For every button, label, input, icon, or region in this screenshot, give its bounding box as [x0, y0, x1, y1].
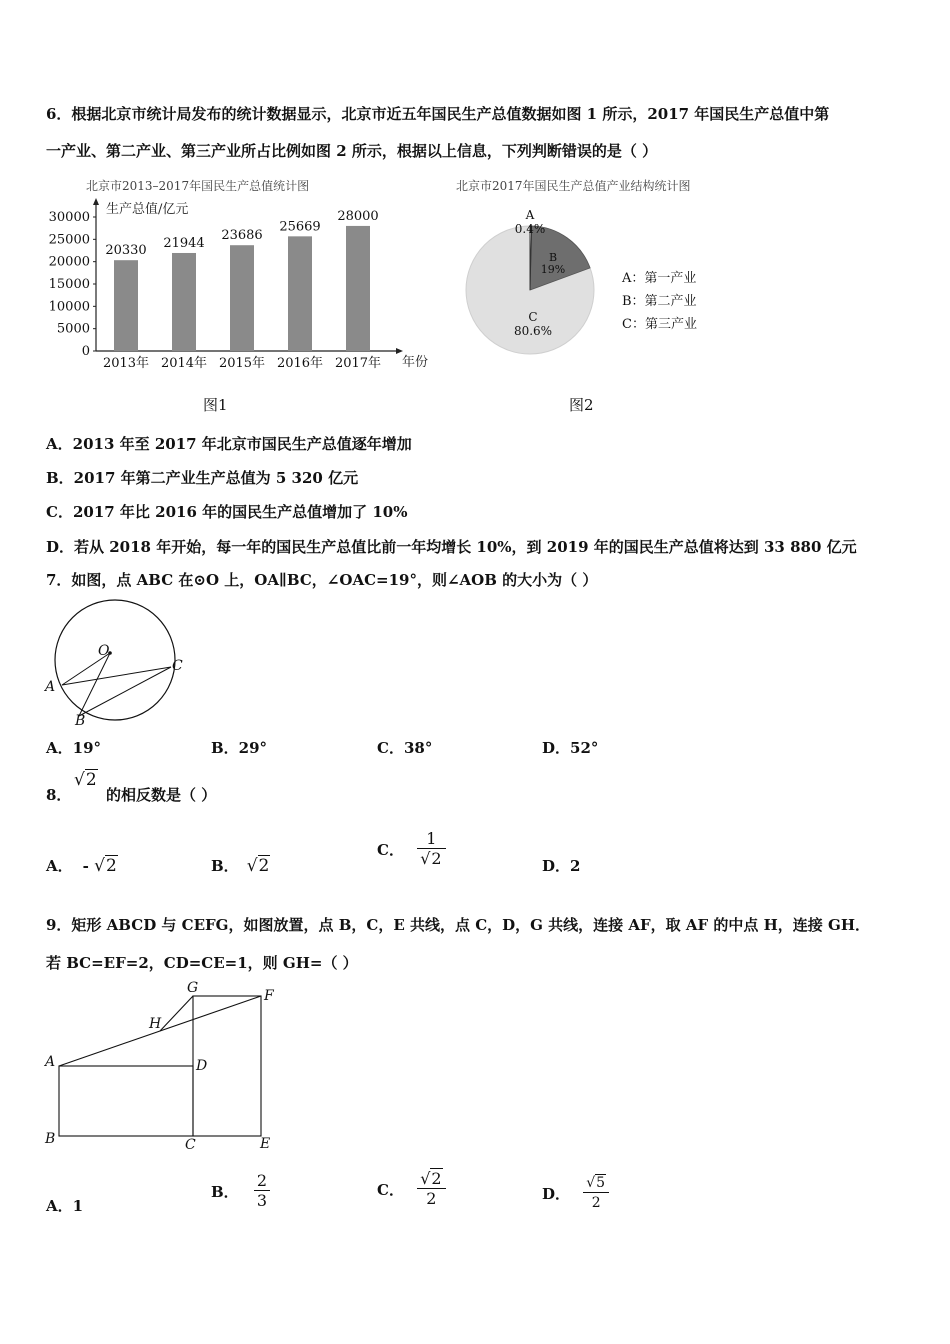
q9-option-b-numerator: 2 — [256, 1171, 268, 1190]
bar-chart-ytick-label: 0 — [81, 344, 90, 359]
bar-chart-y-arrow — [93, 198, 99, 205]
bar-chart-category-label: 2015年 — [218, 356, 266, 371]
q8-option-c: C． $\frac{1}{√2}$ — [377, 830, 446, 869]
q8-option-a-radicand: 2 — [105, 856, 117, 876]
q9-label-g: G — [187, 980, 199, 996]
q9-rect-abcd — [59, 1066, 193, 1136]
q8-sqrt2-radicand: 2 — [85, 770, 97, 790]
bar-chart-title: 北京市2013–2017年国民生产总值统计图 — [86, 179, 310, 193]
bar-chart-bar — [172, 253, 196, 351]
q9-rectangles-figure — [42, 978, 287, 1156]
pie-chart-title: 北京市2017年国民生产总值产业结构统计图 — [456, 179, 691, 193]
q8-option-a-label: A． — [46, 857, 73, 875]
q9-option-c: C． $\frac{√2}{2}$ — [377, 1170, 446, 1209]
q7-option-c: C．38° — [377, 739, 433, 757]
q9-option-b-label: B． — [211, 1183, 239, 1201]
bar-chart-bar — [114, 260, 138, 351]
q9-label-e: E — [260, 1136, 271, 1152]
q6-option-d: D．若从 2018 年开始，每一年的国民生产总值比前一年均增长 10%，到 2019 年的国民生产总值将达到 33 880 亿元 — [46, 538, 857, 556]
q8-option-a-minus: - — [82, 857, 89, 875]
pie-pct-c: 80.6% — [513, 324, 553, 338]
q9-label-a: A — [45, 1054, 56, 1070]
q6-option-b: B．2017 年第二产业生产总值为 5 320 亿元 — [46, 469, 359, 487]
q8-number: 8． — [46, 786, 72, 804]
pie-pct-b: 19% — [540, 263, 566, 276]
q8-option-c-radicand: 2 — [431, 849, 442, 868]
q6-option-c: C．2017 年比 2016 年的国民生产总值增加了 10% — [46, 503, 408, 521]
bar-chart-value-label: 20330 — [105, 243, 147, 259]
q9-option-c-denominator: 2 — [417, 1188, 445, 1209]
q8-option-b-radicand: 2 — [258, 856, 270, 876]
bar-chart-x-arrow — [396, 348, 403, 354]
q8-option-a: A． - √2 — [46, 856, 117, 876]
q7-label-a: A — [45, 679, 56, 695]
q7-label-c: C — [172, 658, 183, 674]
fig2-caption: 图2 — [569, 396, 594, 414]
pie-label-c: C — [528, 310, 538, 324]
q9-label-f: F — [264, 988, 274, 1004]
fig1-caption: 图1 — [203, 396, 228, 414]
q9-option-d-radicand: 5 — [596, 1175, 606, 1191]
pie-legend-item: B：第二产业 — [622, 294, 697, 309]
q9-stem-line2: 若 BC=EF=2，CD=CE=1，则 GH=（ ） — [46, 954, 358, 972]
bar-chart-ytick-label: 5000 — [56, 321, 90, 337]
q7-option-a: A．19° — [46, 739, 102, 757]
bar-chart-category-label: 2017年 — [334, 356, 382, 371]
q7-stem: 7．如图，点 ABC 在⊙O 上，OA∥BC，∠OAC=19°，则∠AOB 的大小为（ ） — [46, 571, 598, 589]
q9-label-b: B — [45, 1131, 56, 1147]
q8-option-b: B． √2 — [211, 856, 270, 876]
q7-label-b: B — [75, 713, 86, 729]
bar-chart-value-label: 25669 — [279, 219, 321, 235]
q9-label-h: H — [149, 1016, 162, 1032]
q9-option-b-denominator: 3 — [254, 1190, 270, 1211]
q7-circle — [55, 600, 175, 720]
q6-stem-line1: 6．根据北京市统计局发布的统计数据显示，北京市近五年国民生产总值数据如图 1 所示，2017 年国民生产总值中第 — [46, 105, 830, 123]
bar-chart-ytick-label: 30000 — [48, 210, 90, 225]
bar-chart-bar — [230, 245, 254, 351]
q8-option-c-label: C． — [377, 841, 404, 859]
q9-option-d: D． $\frac{√5}{2}$ — [542, 1174, 609, 1213]
q7-label-o: O — [98, 643, 110, 659]
q9-option-c-radicand: 2 — [431, 1169, 442, 1188]
bar-chart-value-label: 23686 — [221, 228, 263, 244]
q8-option-b-label: B． — [211, 857, 239, 875]
q6-option-a: A．2013 年至 2017 年北京市国民生产总值逐年增加 — [46, 435, 412, 453]
q7-segment-ob — [79, 653, 110, 716]
q6-stem-line2: 一产业、第二产业、第三产业所占比例如图 2 所示，根据以上信息，下列判断错误的是（ ） — [46, 142, 658, 160]
bar-chart-ytick-label: 25000 — [48, 232, 90, 248]
bar-chart-category-label: 2014年 — [160, 356, 208, 371]
q8-sqrt2: √2 — [74, 770, 97, 790]
bar-chart-value-label: 21944 — [163, 235, 205, 251]
q9-label-c: C — [185, 1137, 196, 1153]
bar-chart-value-label: 28000 — [337, 208, 379, 224]
pie-label-b: B — [548, 251, 558, 264]
pie-legend-item: A：第一产业 — [622, 271, 697, 286]
q9-option-a: A．1 — [46, 1197, 84, 1215]
bar-chart-ytick-label: 20000 — [48, 254, 90, 270]
q9-option-b — [211, 1172, 270, 1211]
bar-chart-xlabel: 年份 — [402, 355, 429, 370]
pie-chart — [450, 175, 750, 375]
pie-label-a: A — [525, 208, 535, 222]
pie-pct-a: 0.4% — [514, 222, 546, 236]
q7-circle-figure — [42, 597, 190, 729]
bar-chart-category-label: 2013年 — [102, 356, 150, 371]
q9-stem-line1: 9．矩形 ABCD 与 CEFG，如图放置，点 B，C，E 共线，点 C，D，G 共线，连接 AF，取 AF 的中点 H，连接 GH． — [46, 916, 871, 934]
q9-option-d-label: D． — [542, 1185, 571, 1203]
q8-stem-text: 的相反数是（ ） — [106, 786, 217, 804]
bar-chart-bar — [288, 236, 312, 351]
q9-option-c-label: C． — [377, 1181, 404, 1199]
q7-option-b: B．29° — [211, 739, 268, 757]
pie-legend-item: C：第三产业 — [622, 317, 697, 332]
q9-option-d-denominator: 2 — [583, 1192, 609, 1213]
q8-option-d: D．2 — [542, 857, 581, 875]
bar-chart-bar — [346, 226, 370, 351]
bar-chart — [44, 175, 434, 380]
q8-option-c-numerator: 1 — [426, 829, 437, 848]
bar-chart-ytick-label: 10000 — [48, 299, 90, 315]
q9-label-d: D — [196, 1058, 208, 1074]
bar-chart-ytick-label: 15000 — [48, 277, 90, 292]
bar-chart-category-label: 2016年 — [276, 356, 324, 371]
bar-chart-ylabel: 生产总值/亿元 — [106, 202, 189, 217]
q7-option-d: D．52° — [542, 739, 599, 757]
